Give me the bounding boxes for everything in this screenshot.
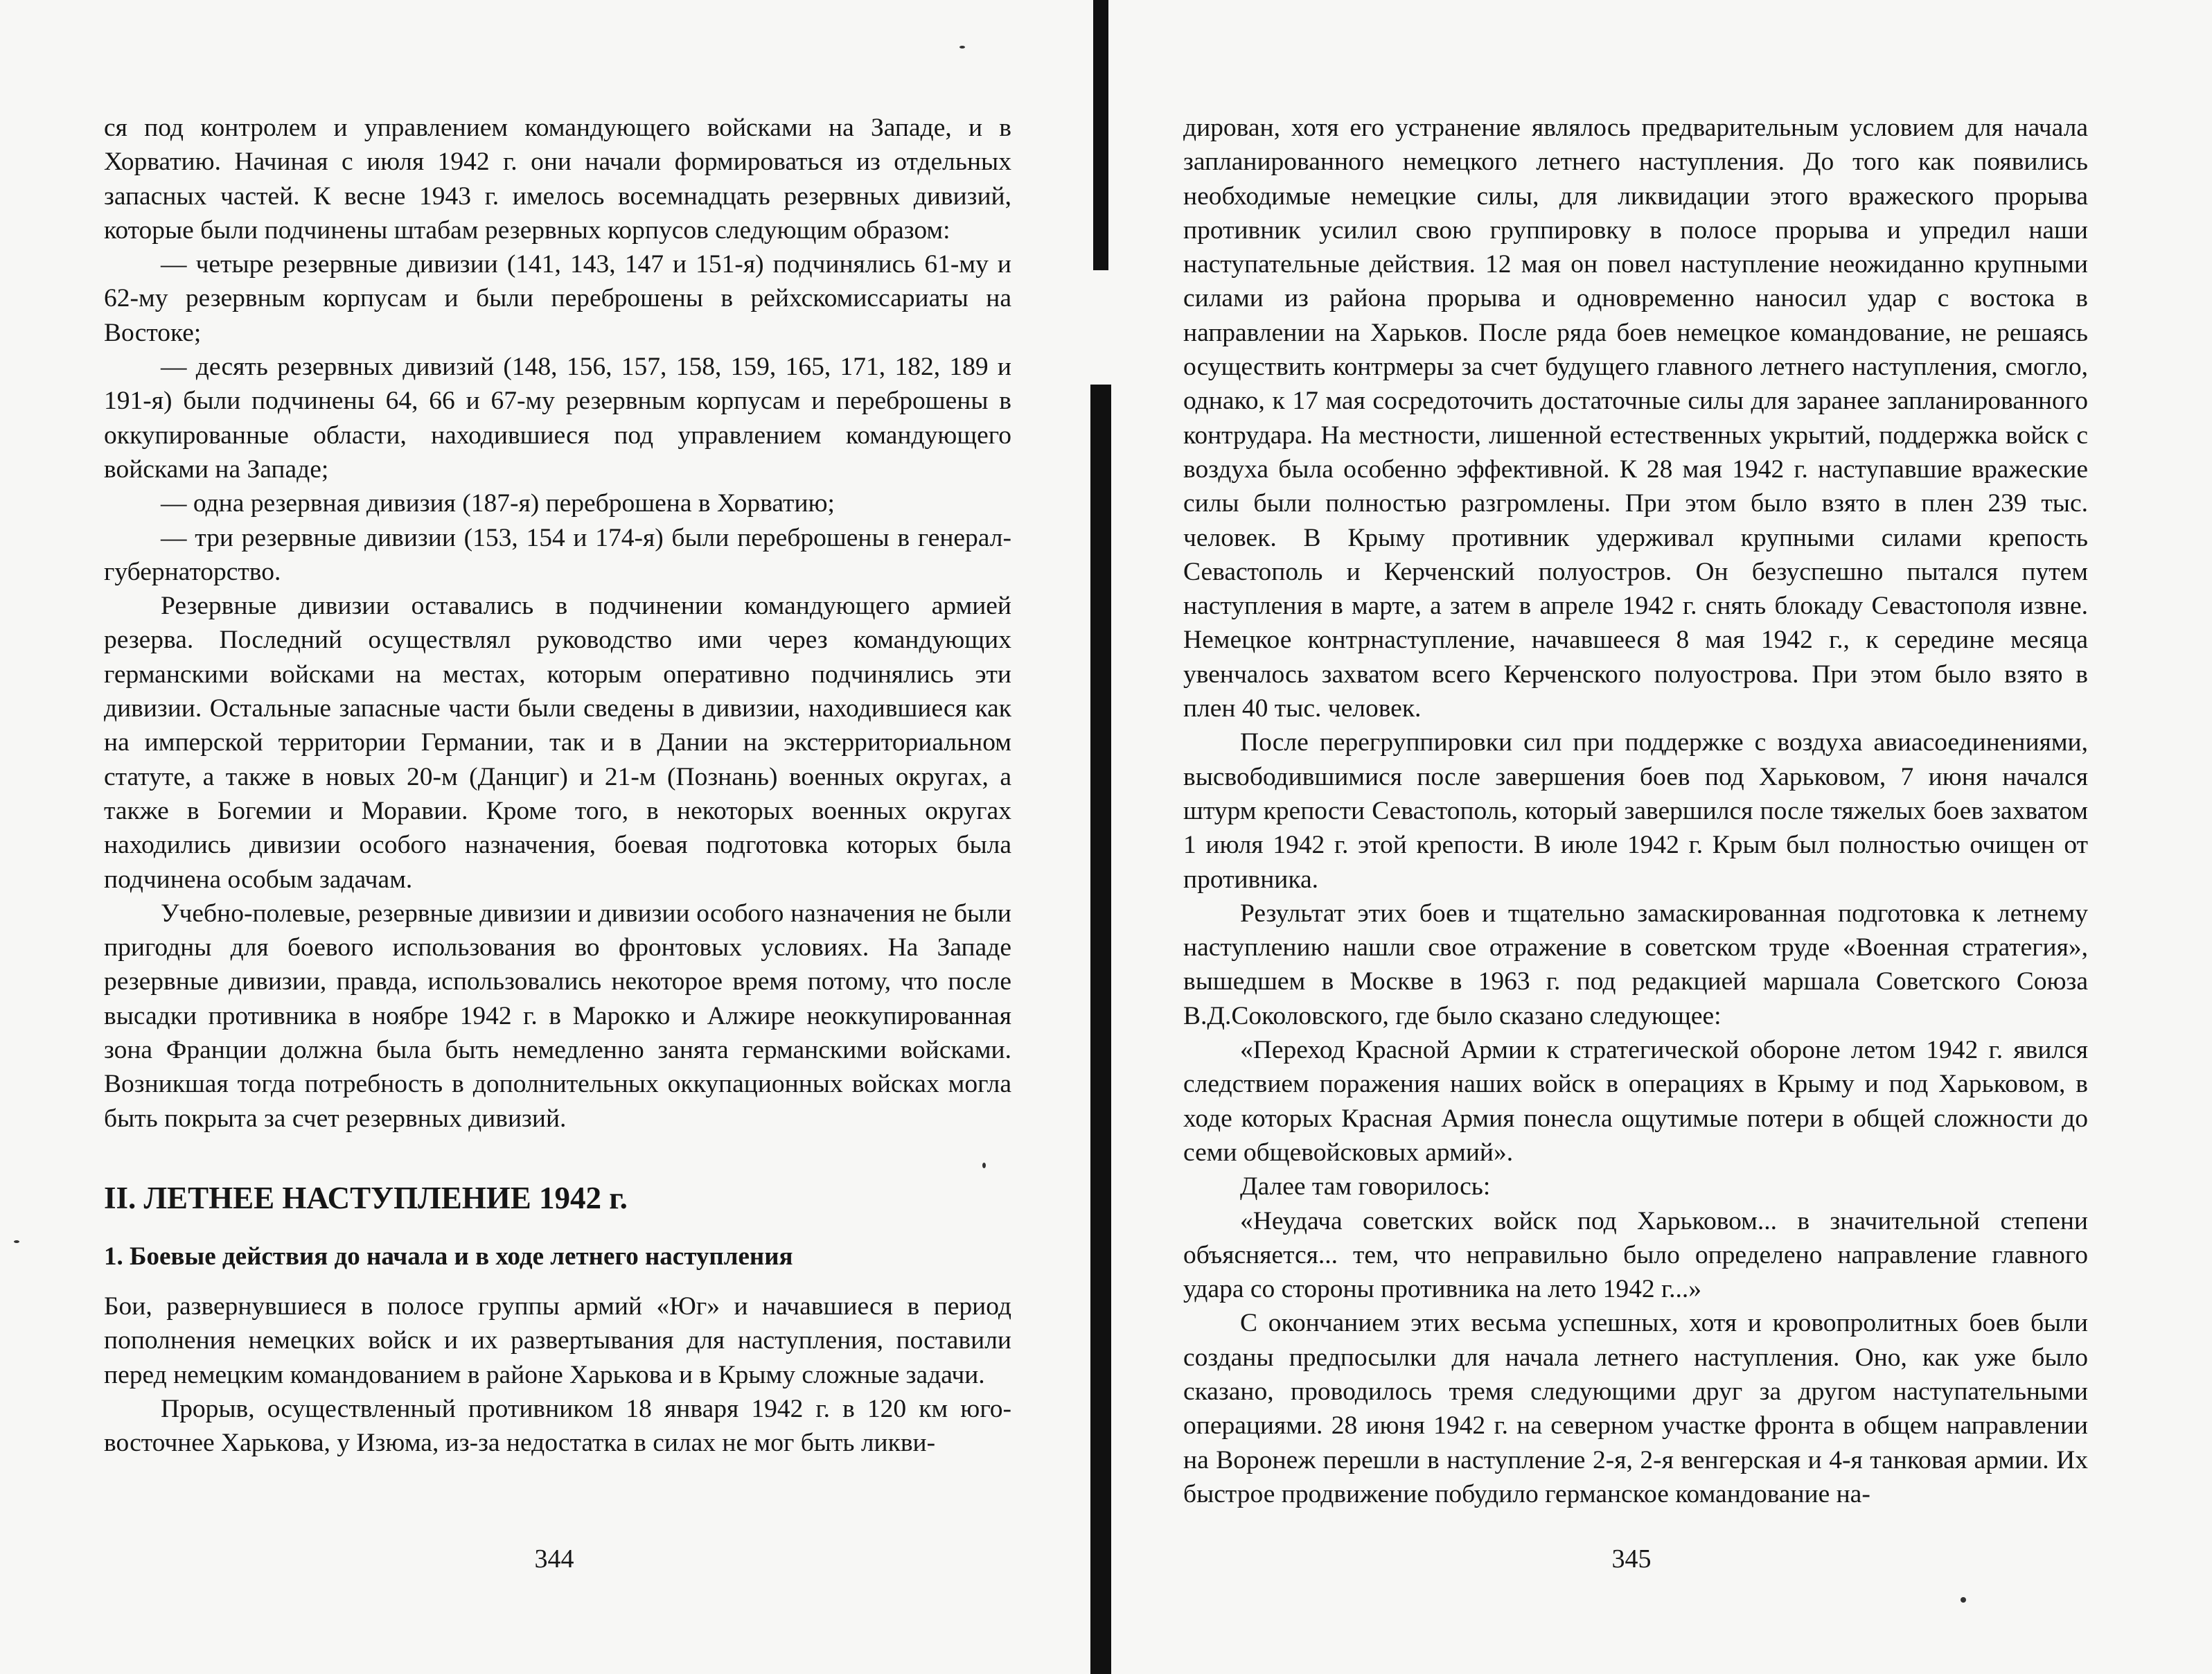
right-paragraph-2: После перегруппировки сил при поддержке с воздуха авиасоединениями, высвободившимися после завершения боев под Харьковом, 7 июня начался штурм крепости Севастополь, который завершился после тяжелых боев захватом 1 июля 1942 г. этой крепости. В июле 1942 г. Крым был полностью очищен от противника. <box>1183 728 2088 894</box>
page-number-right: 345 <box>1611 1544 1652 1574</box>
scan-speck <box>14 1240 19 1243</box>
left-list-item-1: — четыре резервные дивизии (141, 143, 147 и 151-я) подчинялись 61-му и 62-му резервным корпусам и были переброшены в рейхскомиссариаты на Востоке; <box>104 250 1011 347</box>
left-list-item-3: — одна резервная дивизия (187-я) переброшена в Хорватию; <box>161 489 835 518</box>
right-page <box>1183 111 2088 1511</box>
section-heading: 1. Боевые действия до начала и в ходе летнего наступления <box>104 1242 793 1271</box>
scan-speck <box>1961 1597 1966 1603</box>
right-paragraph-1: дирован, хотя его устранение являлось предварительным условием для начала запланированного немецкого летнего наступления. До того как появились необходимые немецкие силы, для ликвидации этого вражеского прорыва противник усилил свою группировку в полосе прорыва и упредил наши наступательные действия. 12 мая он повел наступление неожиданно крупными силами из района прорыва и одновременно наносил удар с востока в направлении на Харьков. После ряда боев немецкое командование, не решаясь осуществить контрмеры за счет будущего главного летнего наступления, смогло, однако, к 17 мая сосредоточить достаточные силы для заранее запланированного контрудара. На местности, лишенной естественных укрытий, поддержка войск с воздуха была особенно эффективной. К 28 мая 1942 г. наступавшие вражеские силы были полностью разгромлены. При этом было взято в плен 239 тыс. человек. В Крыму противник удерживал крупными силами крепость Севастополь и Керченский полуостров. Он безуспешно пытался путем наступления в марте, а затем в апреле 1942 г. снять блокаду Севастополя извне. Немецкое контрнаступление, начавшееся 8 мая 1942 г., к середине месяца увенчалось захватом всего Керченского полуострова. При этом было взято в плен 40 тыс. человек. <box>1183 114 2088 723</box>
left-paragraph-1: ся под контролем и управлением командующего войсками на Западе, и в Хорватию. Начиная с июля 1942 г. они начали формироваться из отдельных запасных частей. К весне 1943 г. имелось восемнадцать резервных дивизий, которые были подчинены штабам резервных корпусов следующим образом: <box>104 114 1011 245</box>
right-paragraph-4: Далее там говорилось: <box>1240 1172 1491 1201</box>
gutter-shadow-top <box>1093 0 1108 270</box>
right-paragraph-3: Результат этих боев и тщательно замаскированная подготовка к летнему наступлению нашли свое отражение в советском труде «Военная стратегия», вышедшем в Москве в 1963 г. под редакцией маршала Советского Союза В.Д.Соколовского, где было сказано следующее: <box>1183 899 2088 1030</box>
chapter-heading: II. ЛЕТНЕЕ НАСТУПЛЕНИЕ 1942 г. <box>104 1180 628 1215</box>
left-list-item-4: — три резервные дивизии (153, 154 и 174-я) были переброшены в генерал-губернаторство. <box>104 523 1011 586</box>
left-page <box>104 111 1011 1460</box>
left-paragraph-2: Резервные дивизии оставались в подчинении командующего армией резерва. Последний осуществлял руководство ими через командующих германскими войсками на местах, которым оперативно подчинялись эти дивизии. Остальные запасные части были сведены в дивизии, находившиеся как на имперской территории Германии, так и в Дании на экстерриториальном статуте, а также в новых 20-м (Данциг) и 21-м (Познань) военных округах, а также в Богемии и Моравии. Кроме того, в некоторых военных округах находились дивизии особого назначения, боевая подготовка которых была подчинена особым задачам. <box>104 592 1011 894</box>
right-quote-1: «Переход Красной Армии к стратегической обороне летом 1942 г. явился следствием поражения наших войск в операциях в Крыму и под Харьковом, в ходе которых Красная Армия понесла ощутимые потери в общей сложности до семи общевойсковых армий». <box>1183 1036 2088 1167</box>
right-paragraph-5: С окончанием этих весьма успешных, хотя и кровопролитных боев были созданы предпосылки для начала летнего наступления. Оно, как уже было сказано, проводилось тремя следующими друг за другом наступательными операциями. 28 июня 1942 г. на северном участке фронта в общем направлении на Воронеж перешли в наступление 2-я, 2-я венгерская и 4-я танковая армии. Их быстрое продвижение побудило германское командование на- <box>1183 1309 2088 1508</box>
gutter-shadow <box>1090 385 1111 1674</box>
right-quote-2: «Неудача советских войск под Харьковом... в значительной степени объясняется... тем, что неправильно было определено направление главного удара со стороны противника на лето 1942 г...» <box>1183 1206 2088 1304</box>
left-paragraph-4: Бои, развернувшиеся в полосе группы армий «Юг» и начавшиеся в период пополнения немецких войск и их развертывания для наступления, поставили перед немецким командованием в районе Харькова и в Крыму сложные задачи. <box>104 1292 1011 1389</box>
scan-speck <box>959 46 965 49</box>
left-list-item-2: — десять резервных дивизий (148, 156, 157, 158, 159, 165, 171, 182, 189 и 191-я) были подчинены 64, 66 и 67-му резервным корпусам и переброшены в оккупированные области, находившиеся под управлением командующего войсками на Западе; <box>104 353 1011 484</box>
left-paragraph-3: Учебно-полевые, резервные дивизии и дивизии особого назначения не были пригодны для боевого использования во фронтовых условиях. На Западе резервные дивизии, правда, использовались некоторое время потому, что после высадки противника в ноябре 1942 г. в Марокко и Алжире неоккупированная зона Франции должна была быть немедленно занята германскими войсками. Возникшая тогда потребность в дополнительных оккупационных войсках могла быть покрыта за счет резервных дивизий. <box>104 899 1011 1133</box>
page-number-left: 344 <box>534 1544 574 1574</box>
left-paragraph-5: Прорыв, осуществленный противником 18 января 1942 г. в 120 км юго-восточнее Харькова, у Изюма, из-за недостатка в силах не мог быть ликви- <box>104 1394 1011 1458</box>
